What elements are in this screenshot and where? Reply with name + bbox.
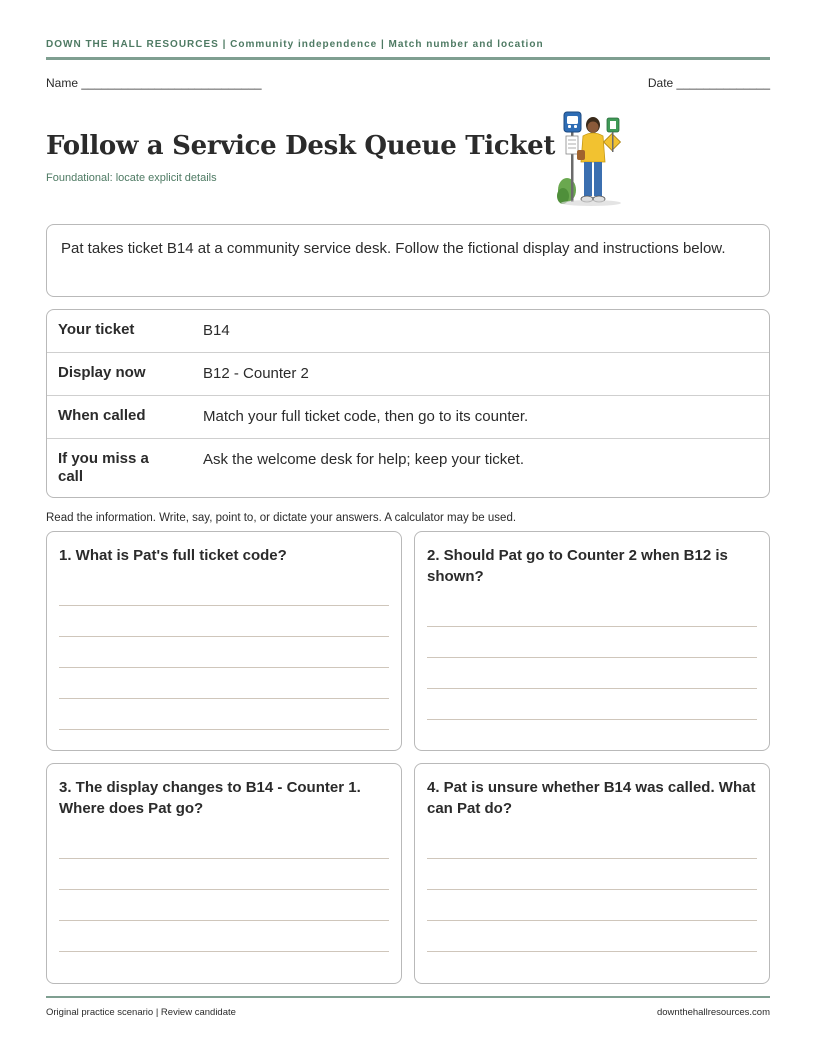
- answer-line[interactable]: [59, 605, 389, 606]
- question-text: 2. Should Pat go to Counter 2 when B12 is shown?: [427, 547, 728, 585]
- answer-line[interactable]: [427, 889, 757, 890]
- person-at-bus-stop-illustration: [555, 110, 627, 208]
- row-value-display-now: B12 - Counter 2: [203, 365, 309, 382]
- question-box-3[interactable]: [46, 763, 402, 984]
- footer-divider: [46, 996, 770, 998]
- answer-line[interactable]: [427, 626, 757, 627]
- footer-website: downthehallresources.com: [656, 1007, 770, 1018]
- answer-line[interactable]: [59, 729, 389, 730]
- header-resource-line: DOWN THE HALL RESOURCES | Community independence | Match number and location: [46, 39, 544, 50]
- row-value-missed-call: Ask the welcome desk for help; keep your ticket.: [203, 451, 524, 468]
- row-label-missed-call: If you miss a call: [58, 450, 149, 485]
- footer-note: Original practice scenario | Review candidate: [46, 1007, 236, 1018]
- answer-line[interactable]: [427, 688, 757, 689]
- page-title: Follow a Service Desk Queue Ticket: [46, 131, 556, 161]
- date-field[interactable]: Date ______________: [647, 76, 770, 90]
- question-box-2[interactable]: [414, 531, 770, 751]
- answer-line[interactable]: [59, 636, 389, 637]
- table-row: [47, 396, 769, 439]
- answer-line[interactable]: [59, 951, 389, 952]
- ticket-info-table: [46, 309, 770, 498]
- header-divider: [46, 57, 770, 60]
- row-label-display-now: Display now: [58, 364, 146, 381]
- answer-line[interactable]: [427, 657, 757, 658]
- name-field[interactable]: Name ___________________________: [46, 76, 262, 90]
- question-box-4[interactable]: [414, 763, 770, 984]
- table-row: [47, 310, 769, 353]
- answer-line[interactable]: [59, 858, 389, 859]
- answer-line[interactable]: [59, 889, 389, 890]
- page-subtitle: Foundational: locate explicit details: [46, 172, 217, 184]
- question-box-1[interactable]: [46, 531, 402, 751]
- scenario-intro: [46, 224, 770, 297]
- answer-line[interactable]: [59, 920, 389, 921]
- question-text: 1. What is Pat's full ticket code?: [59, 547, 287, 564]
- row-value-your-ticket: B14: [203, 322, 230, 339]
- answer-line[interactable]: [427, 920, 757, 921]
- answer-line[interactable]: [427, 719, 757, 720]
- question-text: 4. Pat is unsure whether B14 was called. What can Pat do?: [427, 779, 756, 817]
- scenario-intro-text: Pat takes ticket B14 at a community service desk. Follow the fictional display and instructions below.: [61, 240, 726, 257]
- question-text: 3. The display changes to B14 - Counter 1. Where does Pat go?: [59, 779, 361, 817]
- row-label-your-ticket: Your ticket: [58, 321, 135, 338]
- row-value-when-called: Match your full ticket code, then go to its counter.: [203, 408, 529, 425]
- answer-line[interactable]: [427, 858, 757, 859]
- answer-instructions: Read the information. Write, say, point to, or dictate your answers. A calculator may be used.: [46, 512, 517, 524]
- table-row: [47, 439, 769, 498]
- answer-line[interactable]: [59, 667, 389, 668]
- table-row: [47, 353, 769, 396]
- answer-line[interactable]: [427, 951, 757, 952]
- name-date-row: [46, 76, 770, 92]
- row-label-when-called: When called: [58, 407, 146, 424]
- answer-line[interactable]: [59, 698, 389, 699]
